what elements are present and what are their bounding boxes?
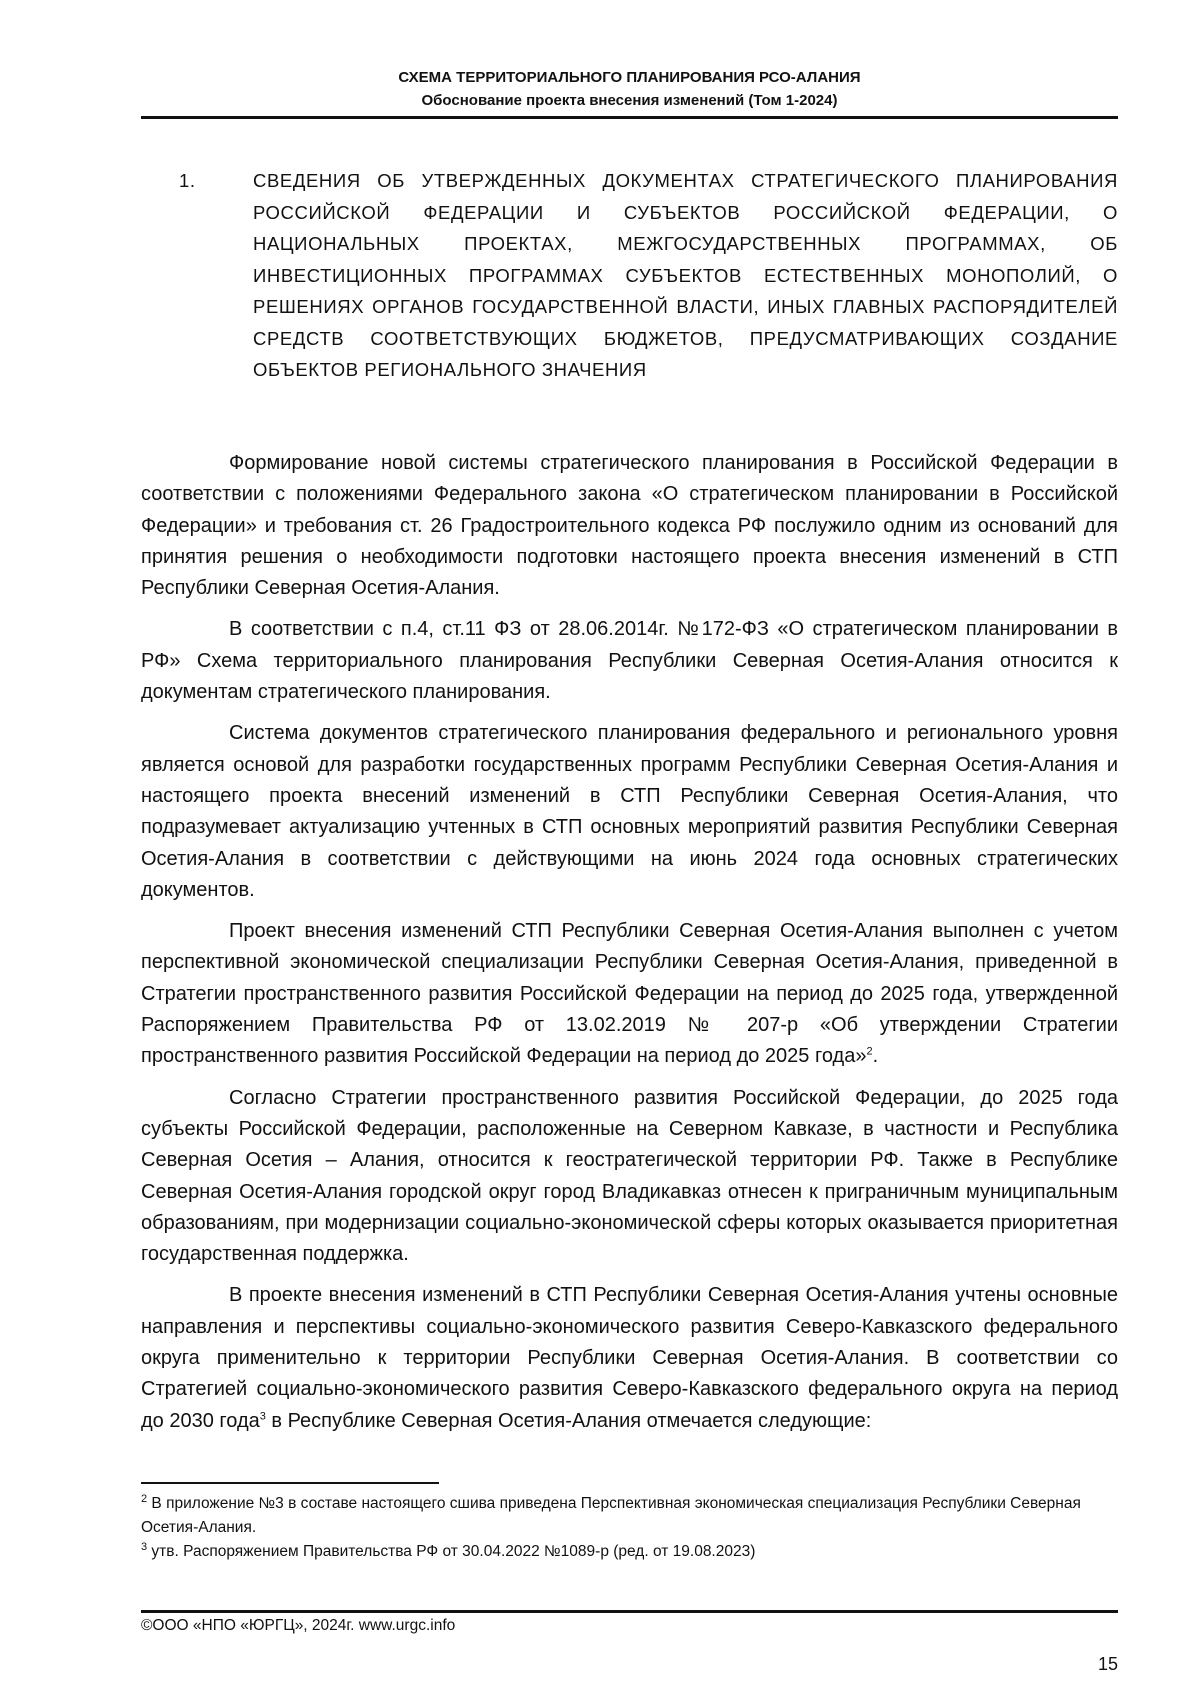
header-subtitle: Обоснование проекта внесения изменений (Том 1-2024) bbox=[421, 92, 838, 109]
section-title: СВЕДЕНИЯ ОБ УТВЕРЖДЕННЫХ ДОКУМЕНТАХ СТРАТЕГИЧЕСКОГО ПЛАНИРОВАНИЯ РОССИЙСКОЙ ФЕДЕРАЦИИ И СУБЪЕКТОВ РОССИЙСКОЙ ФЕДЕРАЦИИ, О НАЦИОНАЛЬНЫХ ПРОЕКТАХ, МЕЖГОСУДАРСТВЕННЫХ ПРОГРАММАХ, ОБ ИНВЕСТИЦИОННЫХ ПРОГРАММАХ СУБЪЕКТОВ ЕСТЕСТВЕННЫХ МОНОПОЛИЙ, О РЕШЕНИЯХ ОРГАНОВ ГОСУДАРСТВЕННОЙ ВЛАСТИ, ИНЫХ ГЛАВНЫХ РАСПОРЯДИТЕЛЕЙ СРЕДСТВ СООТВЕТСТВУЮЩИХ БЮДЖЕТОВ, ПРЕДУСМАТРИВАЮЩИХ СОЗДАНИЕ ОБЪЕКТОВ РЕГИОНАЛЬНОГО ЗНАЧЕНИЯ bbox=[253, 170, 1118, 380]
footer-divider bbox=[141, 1610, 1118, 1613]
footer-copyright: ©ООО «НПО «ЮРГЦ», 2024г. www.urgc.info bbox=[141, 1617, 456, 1634]
footnote-3-marker: 3 bbox=[141, 1540, 148, 1553]
footnote-3 bbox=[141, 1540, 1118, 1564]
section-heading bbox=[141, 165, 1118, 386]
footnote-3-text: утв. Распоряжением Правительства РФ от 30.04.2022 №1089-р (ред. от 19.08.2023) bbox=[147, 1543, 756, 1560]
footnote-separator bbox=[141, 1482, 439, 1484]
footnote-ref-3[interactable]: 3 bbox=[259, 1409, 266, 1422]
paragraph-2: В соответствии с п.4, ст.11 ФЗ от 28.06.2014г. №172-ФЗ «О стратегическом планировании в РФ» Схема территориального планирования Республики Северная Осетия-Алания относится к документам стратегического планирования. bbox=[141, 618, 1118, 704]
body-text bbox=[141, 448, 1118, 1447]
page-header bbox=[141, 66, 1118, 119]
paragraph-5: Согласно Стратегии пространственного развития Российской Федерации, до 2025 года субъекты Российской Федерации, расположенные на Северном Кавказе, в частности и Республика Северная Осетия – Алания, относится к геостратегической территории РФ. Также в Республике Северная Осетия-Алания городской округ город Владикавказ отнесен к приграничным муниципальным образованиям, при модернизации социально-экономической сферы которых оказывается приоритетная государственная поддержка. bbox=[141, 1086, 1118, 1266]
paragraph-4-end: . bbox=[872, 1045, 879, 1068]
footnote-2-marker: 2 bbox=[141, 1492, 148, 1505]
footnote-ref-2[interactable]: 2 bbox=[866, 1045, 873, 1058]
paragraph-1: Формирование новой системы стратегического планирования в Российской Федерации в соответствии с положениями Федерального закона «О стратегическом планировании в Российской Федерации» и требования ст. 26 Градостроительного кодекса РФ послужило одним из оснований для принятия решения о необходимости подготовки настоящего проекта внесения изменений в СТП Республики Северная Осетия-Алания. bbox=[141, 452, 1118, 600]
section-number: 1. bbox=[179, 170, 196, 191]
paragraph-4 bbox=[141, 916, 1118, 1072]
paragraph-6-end: в Республике Северная Осетия-Алания отмечается следующие: bbox=[265, 1409, 872, 1432]
footnotes bbox=[141, 1492, 1118, 1564]
page-number: 15 bbox=[1097, 1654, 1118, 1674]
footnote-2 bbox=[141, 1492, 1118, 1540]
paragraph-6-text: В проекте внесения изменений в СТП Республики Северная Осетия-Алания учтены основные направления и перспективы социально-экономического развития Северо-Кавказского федерального округа применительно к территории Республики Северная Осетия-Алания. В соответствии со Стратегией социально-экономического развития Северо-Кавказского федерального округа на период до 2030 года bbox=[141, 1284, 1118, 1432]
footnote-2-text: В приложение №3 в составе настоящего сшива приведена Перспективная экономическая специализация Республики Северная Осетия-Алания. bbox=[141, 1495, 1081, 1536]
paragraph-4-text: Проект внесения изменений СТП Республики Северная Осетия-Алания выполнен с учетом перспективной экономической специализации Республики Северная Осетия-Алания, приведенной в Стратегии пространственного развития Российской Федерации на период до 2025 года, утвержденной Распоряжением Правительства РФ от 13.02.2019 № 207-р «Об утверждении Стратегии пространственного развития Российской Федерации на период до 2025 года» bbox=[141, 920, 1118, 1068]
header-title: СХЕМА ТЕРРИТОРИАЛЬНОГО ПЛАНИРОВАНИЯ РСО-АЛАНИЯ bbox=[398, 69, 861, 86]
paragraph-3: Система документов стратегического планирования федерального и регионального уровня является основой для разработки государственных программ Республики Северная Осетия-Алания и настоящего проекта внесений изменений в СТП Республики Северная Осетия-Алания, что подразумевает актуализацию учтенных в СТП основных мероприятий развития Республики Северная Осетия-Алания в соответствии с действующими на июнь 2024 года основных стратегических документов. bbox=[141, 722, 1118, 901]
paragraph-6 bbox=[141, 1280, 1118, 1436]
